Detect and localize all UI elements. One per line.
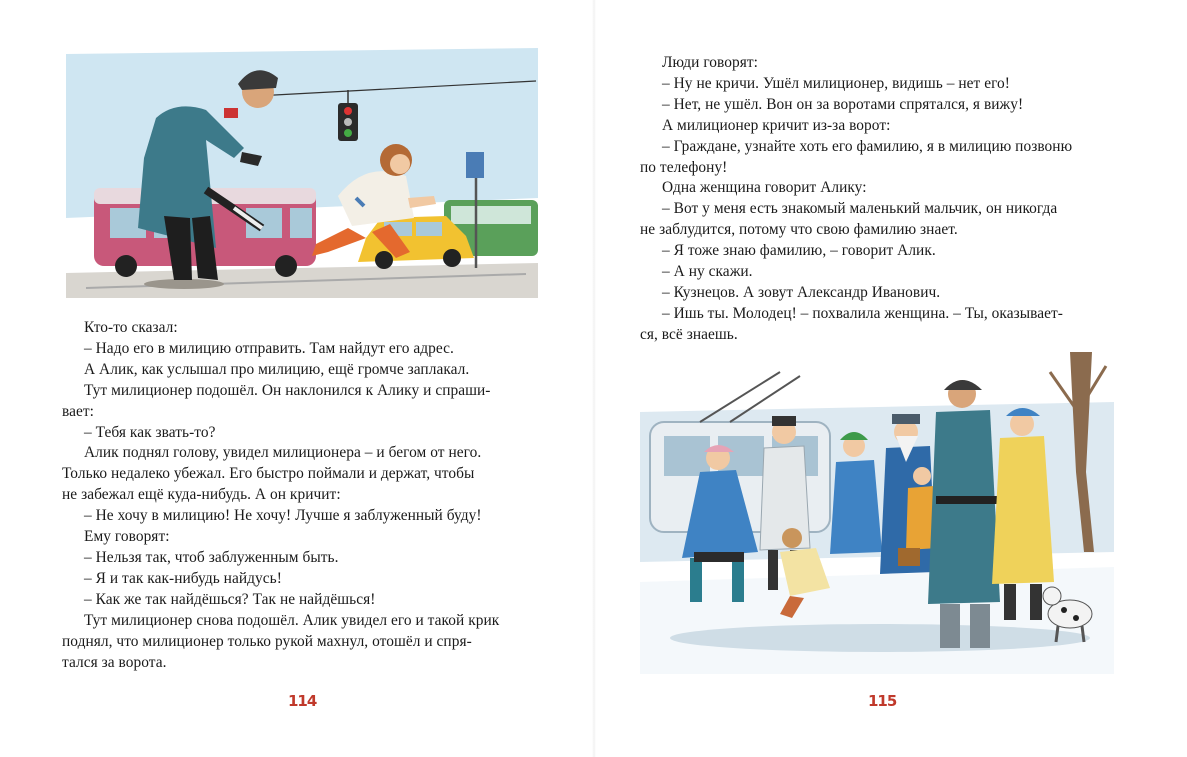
paragraph: ся, всё знаешь. [640,325,738,343]
paragraph: – Ишь ты. Молодец! – похвалила женщина. – Ты, оказывает- [662,304,1063,322]
paragraph: Алик поднял голову, увидел милиционера – и бегом от него. [84,444,482,462]
paragraph: – Граждане, узнайте хоть его фамилию, я в милицию позвоню [662,137,1073,155]
paragraph: поднял, что милиционер только рукой махнул, отошёл и спря- [62,632,472,650]
paragraph: – Нет, не ушёл. Вон он за воротами спрятался, я вижу! [662,95,1024,113]
paragraph: – Ну не кричи. Ушёл милиционер, видишь – нет его! [662,74,1010,92]
paragraph: – Вот у меня есть знакомый маленький мальчик, он никогда [662,200,1058,218]
paragraph: – Как же так найдёшься? Так не найдёшься! [84,590,376,608]
paragraph: – Я тоже знаю фамилию, – говорит Алик. [662,242,936,260]
paragraph: не заблудится, потому что свою фамилию знает. [640,221,958,239]
paragraph: Тут милиционер подошёл. Он наклонился к Алику и спраши- [84,381,491,399]
paragraph: – А ну скажи. [662,263,753,281]
paragraph: вает: [62,402,94,420]
illustration-policeman-chasing-boy [66,48,538,298]
paragraph: – Я и так как-нибудь найдусь! [84,569,282,587]
paragraph: Ему говорят: [84,528,170,546]
right-page-text [640,53,1072,346]
paragraph: Кто-то сказал: [84,319,178,336]
paragraph: Только недалеко убежал. Его быстро поймали и держат, чтобы [62,465,475,483]
paragraph: – Тебя как звать-то? [84,423,216,441]
left-page-text [62,318,499,673]
paragraph: – Не хочу в милицию! Не хочу! Лучше я заблуженный буду! [84,507,482,525]
page-number-left: 114 [288,692,317,710]
page-number-right: 115 [868,692,897,710]
paragraph: – Нельзя так, чтоб заблуженным быть. [84,548,339,566]
paragraph: Тут милиционер снова подошёл. Алик увидел его и такой крик [84,611,500,629]
paragraph: – Кузнецов. А зовут Александр Иванович. [662,283,941,301]
paragraph: тался за ворота. [62,653,167,671]
paragraph: А милиционер кричит из-за ворот: [662,116,891,134]
paragraph: А Алик, как услышал про милицию, ещё громче заплакал. [84,360,470,378]
illustration-crowd-with-boy [640,352,1114,674]
paragraph: Одна женщина говорит Алику: [662,179,867,197]
paragraph: по телефону! [640,158,728,176]
paragraph: Люди говорят: [662,54,758,71]
paragraph: не забежал ещё куда-нибудь. А он кричит: [62,486,341,504]
paragraph: – Надо его в милицию отправить. Там найдут его адрес. [84,339,454,357]
